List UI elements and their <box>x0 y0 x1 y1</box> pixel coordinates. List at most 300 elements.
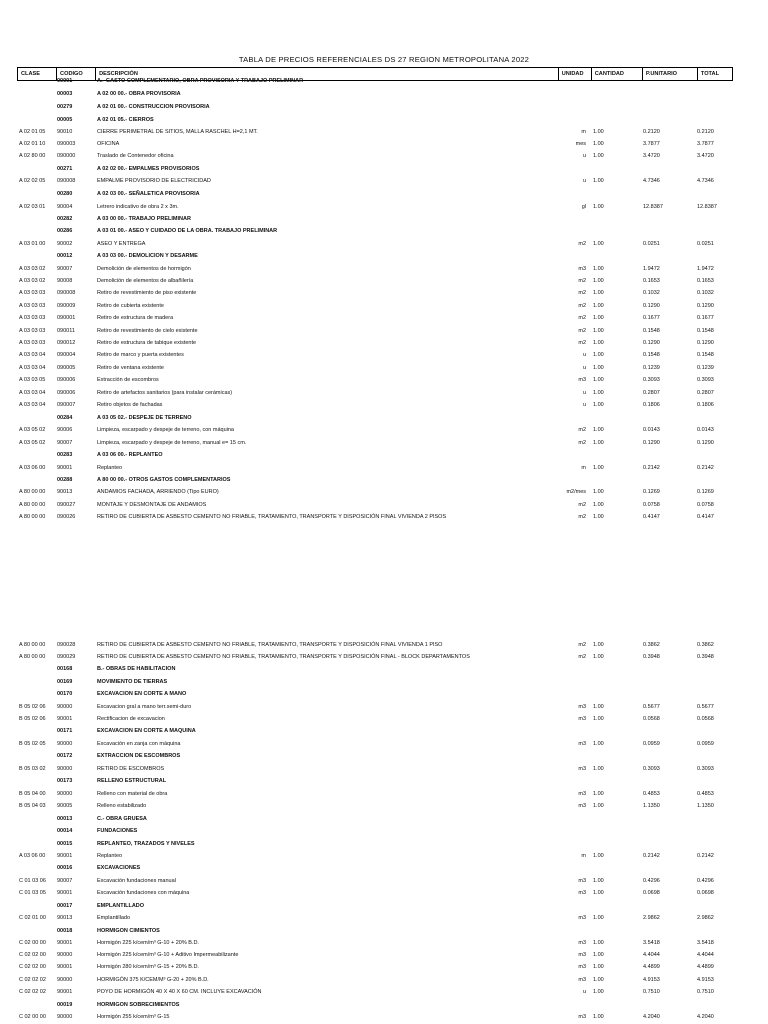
cell-descripcion: Hormigón 225 k/cem/m³ G-10 + Aditivo Impermeabilizante <box>97 952 239 958</box>
cell-codigo: 00283 <box>57 452 73 458</box>
cell-codigo: 90001 <box>57 890 73 896</box>
cell-cantidad: 1.00 <box>593 340 604 346</box>
cell-descripcion: Retiro de ventana existente <box>97 365 164 371</box>
cell-codigo: 00170 <box>57 691 73 697</box>
cell-punitario: 0.2120 <box>643 129 660 135</box>
table-row <box>0 349 768 361</box>
cell-clase: A 03 03 04 <box>19 365 46 371</box>
cell-punitario: 3.5418 <box>643 940 660 946</box>
cell-clase: A 03 03 03 <box>19 340 46 346</box>
cell-descripcion: Relleno con material de obra <box>97 791 168 797</box>
cell-cantidad: 1.00 <box>593 704 604 710</box>
cell-descripcion: EXCAVACIONES <box>97 865 141 871</box>
cell-descripcion: Excavación en zanja con máquina <box>97 741 181 747</box>
cell-total: 0.1653 <box>697 278 714 284</box>
cell-descripcion: A 02 03 00.- SEÑALETICA PROVISORIA <box>97 191 200 197</box>
cell-punitario: 4.4044 <box>643 952 660 958</box>
cell-total: 0.2142 <box>697 853 714 859</box>
cell-descripcion: Extracción de escombros <box>97 377 159 383</box>
cell-punitario: 0.1290 <box>643 440 660 446</box>
cell-total: 0.0251 <box>697 241 714 247</box>
cell-codigo: 00280 <box>57 191 73 197</box>
section-header-row <box>0 676 768 688</box>
cell-descripcion: Retiro de revestimiento de cielo existente <box>97 328 198 334</box>
cell-descripcion: HORMIGON CIMIENTOS <box>97 928 160 934</box>
cell-descripcion: Retiro objetos de fachadas <box>97 402 163 408</box>
cell-unidad: m <box>581 853 586 859</box>
cell-descripcion: HORMIGON SOBRECIMIENTOS <box>97 1002 180 1008</box>
section-header-row <box>0 449 768 461</box>
table-row <box>0 499 768 511</box>
cell-unidad: m3 <box>578 377 586 383</box>
cell-codigo: 90001 <box>57 465 73 471</box>
section-header-row <box>0 75 768 87</box>
cell-clase: A 03 03 02 <box>19 278 46 284</box>
cell-total: 0.3093 <box>697 766 714 772</box>
cell-codigo: 090011 <box>57 328 75 334</box>
section-header-row <box>0 474 768 486</box>
cell-punitario: 0.1032 <box>643 290 660 296</box>
col-punitario-header: P.UNITARIO <box>642 68 697 81</box>
cell-codigo: 00019 <box>57 1002 73 1008</box>
table-row <box>0 738 768 750</box>
cell-cantidad: 1.00 <box>593 390 604 396</box>
cell-descripcion: EMPLANTILLADO <box>97 903 145 909</box>
cell-descripcion: ASEO Y ENTREGA <box>97 241 146 247</box>
cell-punitario: 0.0959 <box>643 741 660 747</box>
cell-total: 4.7346 <box>697 178 714 184</box>
cell-punitario: 0.4296 <box>643 878 660 884</box>
cell-codigo: 00012 <box>57 253 73 259</box>
cell-unidad: m3 <box>578 266 586 272</box>
cell-cantidad: 1.00 <box>593 204 604 210</box>
cell-total: 0.1239 <box>697 365 714 371</box>
cell-cantidad: 1.00 <box>593 290 604 296</box>
cell-cantidad: 1.00 <box>593 716 604 722</box>
cell-descripcion: Excavación fundaciones manual <box>97 878 176 884</box>
section-header-row <box>0 412 768 424</box>
table-row <box>0 175 768 187</box>
cell-clase: C 02 02 02 <box>19 977 46 983</box>
cell-descripcion: EMPALME PROVISORIO DE ELECTRICIDAD <box>97 178 211 184</box>
cell-descripcion: FUNDACIONES <box>97 828 138 834</box>
cell-clase: C 02 00 00 <box>19 1014 46 1020</box>
cell-codigo: 090029 <box>57 654 76 660</box>
cell-codigo: 090012 <box>57 340 76 346</box>
cell-total: 4.2040 <box>697 1014 714 1020</box>
cell-total: 0.1032 <box>697 290 714 296</box>
cell-cantidad: 1.00 <box>593 654 604 660</box>
cell-cantidad: 1.00 <box>593 977 604 983</box>
table-row <box>0 462 768 474</box>
cell-clase: C 02 02 00 <box>19 952 46 958</box>
cell-codigo: 00016 <box>57 865 73 871</box>
cell-unidad: m3 <box>578 716 586 722</box>
cell-clase: A 80 00 00 <box>19 514 46 520</box>
cell-codigo: 90000 <box>57 791 73 797</box>
cell-descripcion: A 03 01 00.- ASEO Y CUIDADO DE LA OBRA. TRABAJO PRELIMINAR <box>97 228 278 234</box>
cell-codigo: 090003 <box>57 141 76 147</box>
cell-total: 0.0758 <box>697 502 714 508</box>
table-row <box>0 937 768 949</box>
table-row <box>0 374 768 386</box>
cell-total: 0.1548 <box>697 328 714 334</box>
cell-unidad: m2 <box>578 654 586 660</box>
cell-cantidad: 1.00 <box>593 791 604 797</box>
cell-total: 0.1290 <box>697 440 714 446</box>
cell-unidad: u <box>582 352 586 358</box>
cell-codigo: 090028 <box>57 642 76 648</box>
cell-cantidad: 1.00 <box>593 502 604 508</box>
col-cantidad-header: CANTIDAD <box>591 68 642 81</box>
cell-descripcion: A 03 05 02.- DESPEJE DE TERRENO <box>97 415 192 421</box>
col-descripcion-header: DESCRIPCIÓN <box>96 68 559 81</box>
table-row <box>0 300 768 312</box>
cell-unidad: m2 <box>578 315 586 321</box>
cell-total: 0.1290 <box>697 303 714 309</box>
cell-descripcion: Retiro de estructura de tabique existente <box>97 340 197 346</box>
cell-codigo: 90001 <box>57 964 73 970</box>
cell-descripcion: A.- GASTO COMPLEMENTARIO, OBRA PROVISORIA Y TRABAJO PRELIMINAR <box>97 78 304 84</box>
cell-codigo: 090007 <box>57 402 76 408</box>
cell-descripcion: Letrero indicativo de obra 2 x 3m. <box>97 204 179 210</box>
cell-descripcion: ANDAMIOS FACHADA, ARRIENDO (Tipo EURO) <box>97 489 219 495</box>
cell-descripcion: Excavacion gral a mano terr.semi-duro <box>97 704 192 710</box>
col-total-header: TOTAL <box>697 68 732 81</box>
cell-total: 0.1290 <box>697 340 714 346</box>
cell-punitario: 4.4899 <box>643 964 660 970</box>
cell-punitario: 0.4853 <box>643 791 660 797</box>
table-row <box>0 788 768 800</box>
cell-total: 0.1548 <box>697 352 714 358</box>
cell-codigo: 00015 <box>57 841 73 847</box>
cell-unidad: m3 <box>578 952 586 958</box>
cell-clase: B 05 02 05 <box>19 741 46 747</box>
cell-total: 4.4899 <box>697 964 714 970</box>
cell-cantidad: 1.00 <box>593 129 604 135</box>
table-row <box>0 949 768 961</box>
cell-punitario: 0.3948 <box>643 654 660 660</box>
table-row <box>0 399 768 411</box>
cell-unidad: m2 <box>578 440 586 446</box>
cell-descripcion: A 03 03 00.- DEMOLICION Y DESARME <box>97 253 198 259</box>
cell-clase: A 80 00 00 <box>19 502 46 508</box>
cell-codigo: 90013 <box>57 489 73 495</box>
cell-clase: A 03 03 04 <box>19 390 46 396</box>
table-row <box>0 511 768 523</box>
cell-clase: C 01 03 06 <box>19 878 46 884</box>
table-row <box>0 887 768 899</box>
cell-total: 0.1677 <box>697 315 714 321</box>
cell-cantidad: 1.00 <box>593 303 604 309</box>
cell-punitario: 0.3862 <box>643 642 660 648</box>
cell-clase: A 03 03 02 <box>19 266 46 272</box>
cell-descripcion: A 02 01 05.- CIERROS <box>97 117 154 123</box>
cell-cantidad: 1.00 <box>593 642 604 648</box>
cell-unidad: m3 <box>578 1014 586 1020</box>
cell-cantidad: 1.00 <box>593 141 604 147</box>
cell-unidad: u <box>582 178 586 184</box>
section-header-row <box>0 825 768 837</box>
cell-descripcion: RETIRO DE CUBIERTA DE ASBESTO CEMENTO NO FRIABLE, TRATAMIENTO, TRANSPORTE Y DISPOSICIÓN FINAL VIVIENDA 1 PISO <box>97 642 443 648</box>
table-row <box>0 201 768 213</box>
table-row <box>0 713 768 725</box>
cell-descripcion: Relleno estabilizado <box>97 803 147 809</box>
cell-punitario: 0.1653 <box>643 278 660 284</box>
cell-unidad: mes <box>575 141 586 147</box>
cell-descripcion: HORMIGÓN 375 K/CEM/M³ G-20 + 20% B.D. <box>97 977 209 983</box>
col-clase-header: CLASE <box>18 68 57 81</box>
table-row <box>0 312 768 324</box>
cell-descripcion: Demolición de elementos de hormigón <box>97 266 191 272</box>
section-header-row <box>0 750 768 762</box>
cell-codigo: 00001 <box>57 78 73 84</box>
cell-codigo: 00288 <box>57 477 73 483</box>
cell-cantidad: 1.00 <box>593 964 604 970</box>
cell-clase: A 02 01 05 <box>19 129 46 135</box>
cell-descripcion: RETIRO DE CUBIERTA DE ASBESTO CEMENTO NO FRIABLE, TRATAMIENTO, TRANSPORTE Y DISPOSICIÓN FINAL - BLOCK DEPARTAMENTOS <box>97 654 470 660</box>
cell-codigo: 90010 <box>57 129 73 135</box>
section-header-row <box>0 813 768 825</box>
cell-cantidad: 1.00 <box>593 766 604 772</box>
cell-cantidad: 1.00 <box>593 878 604 884</box>
cell-codigo: 90005 <box>57 803 73 809</box>
cell-descripcion: POYO DE HORMIGÓN 40 X 40 X 60 CM. INCLUYE EXCAVACIÓN <box>97 989 262 995</box>
cell-punitario: 0.0758 <box>643 502 660 508</box>
section-header-row <box>0 925 768 937</box>
cell-total: 0.3862 <box>697 642 714 648</box>
cell-cantidad: 1.00 <box>593 365 604 371</box>
cell-cantidad: 1.00 <box>593 440 604 446</box>
cell-codigo: 00286 <box>57 228 73 234</box>
cell-codigo: 00014 <box>57 828 73 834</box>
cell-unidad: m2 <box>578 502 586 508</box>
table-row <box>0 138 768 150</box>
cell-descripcion: EXCAVACION EN CORTE A MANO <box>97 691 187 697</box>
cell-codigo: 090000 <box>57 153 76 159</box>
cell-cantidad: 1.00 <box>593 915 604 921</box>
cell-total: 0.7510 <box>697 989 714 995</box>
cell-codigo: 090008 <box>57 178 76 184</box>
cell-codigo: 90006 <box>57 427 73 433</box>
cell-descripcion: A 02 01 00.- CONSTRUCCION PROVISORIA <box>97 104 210 110</box>
cell-clase: A 02 03 01 <box>19 204 46 210</box>
cell-punitario: 0.5677 <box>643 704 660 710</box>
cell-codigo: 90007 <box>57 266 73 272</box>
table-row <box>0 275 768 287</box>
cell-cantidad: 1.00 <box>593 427 604 433</box>
cell-punitario: 0.1806 <box>643 402 660 408</box>
cell-unidad: m2 <box>578 340 586 346</box>
cell-descripcion: CIERRE PERIMETRAL DE SITIOS, MALLA RASCHEL H=2,1 MT. <box>97 129 258 135</box>
section-header-row <box>0 188 768 200</box>
cell-total: 0.3948 <box>697 654 714 660</box>
cell-descripcion: Retiro de estructura de madera <box>97 315 174 321</box>
cell-codigo: 090005 <box>57 365 76 371</box>
cell-codigo: 090027 <box>57 502 76 508</box>
cell-total: 0.4296 <box>697 878 714 884</box>
cell-punitario: 12.8387 <box>643 204 663 210</box>
cell-codigo: 090008 <box>57 290 76 296</box>
cell-punitario: 4.9153 <box>643 977 660 983</box>
cell-unidad: m2/mes <box>566 489 586 495</box>
cell-clase: A 03 03 04 <box>19 352 46 358</box>
cell-punitario: 0.4147 <box>643 514 660 520</box>
cell-descripcion: Retiro de artefactos sanitarios (para instalar cerámicas) <box>97 390 233 396</box>
cell-punitario: 0.3093 <box>643 377 660 383</box>
col-unidad-header: UNIDAD <box>558 68 591 81</box>
section-header-row <box>0 999 768 1011</box>
cell-descripcion: A 02 02 00.- EMPALMES PROVISORIOS <box>97 166 200 172</box>
cell-unidad: m2 <box>578 642 586 648</box>
cell-unidad: m3 <box>578 890 586 896</box>
cell-descripcion: OFICINA <box>97 141 120 147</box>
document-title: TABLA DE PRECIOS REFERENCIALES DS 27 REGION METROPOLITANA 2022 <box>238 55 530 64</box>
cell-total: 1.1350 <box>697 803 714 809</box>
cell-codigo: 00271 <box>57 166 73 172</box>
cell-clase: C 02 02 02 <box>19 989 46 995</box>
cell-total: 0.0143 <box>697 427 714 433</box>
cell-descripcion: Retiro de revestimiento de piso existente <box>97 290 197 296</box>
cell-clase: A 03 01 00 <box>19 241 46 247</box>
section-header-row <box>0 663 768 675</box>
table-row <box>0 126 768 138</box>
cell-codigo: 090006 <box>57 377 76 383</box>
cell-clase: A 03 03 05 <box>19 377 46 383</box>
cell-punitario: 0.7510 <box>643 989 660 995</box>
cell-total: 0.5677 <box>697 704 714 710</box>
cell-clase: A 80 00 00 <box>19 654 46 660</box>
cell-total: 0.2807 <box>697 390 714 396</box>
cell-descripcion: Traslado de Contenedor oficina <box>97 153 174 159</box>
cell-descripcion: A 03 00 00.- TRABAJO PRELIMINAR <box>97 216 191 222</box>
table-row <box>0 651 768 663</box>
cell-clase: A 03 03 04 <box>19 402 46 408</box>
cell-cantidad: 1.00 <box>593 952 604 958</box>
cell-codigo: 00018 <box>57 928 73 934</box>
cell-unidad: m2 <box>578 290 586 296</box>
section-header-row <box>0 838 768 850</box>
cell-descripcion: Replanteo <box>97 465 123 471</box>
cell-codigo: 00282 <box>57 216 73 222</box>
cell-total: 0.4853 <box>697 791 714 797</box>
cell-total: 0.0698 <box>697 890 714 896</box>
cell-cantidad: 1.00 <box>593 402 604 408</box>
cell-clase: A 03 06 00 <box>19 465 46 471</box>
table-row <box>0 437 768 449</box>
cell-descripcion: MONTAJE Y DESMONTAJE DE ANDAMIOS <box>97 502 207 508</box>
cell-codigo: 90008 <box>57 278 73 284</box>
cell-clase: A 03 03 03 <box>19 303 46 309</box>
cell-descripcion: RETIRO DE ESCOMBROS <box>97 766 165 772</box>
cell-codigo: 090001 <box>57 315 76 321</box>
cell-total: 0.1269 <box>697 489 714 495</box>
table-row <box>0 912 768 924</box>
cell-clase: A 03 03 03 <box>19 315 46 321</box>
cell-punitario: 4.7346 <box>643 178 660 184</box>
cell-codigo: 00279 <box>57 104 73 110</box>
table-row <box>0 287 768 299</box>
table-row <box>0 875 768 887</box>
cell-unidad: m3 <box>578 878 586 884</box>
cell-punitario: 1.1350 <box>643 803 660 809</box>
cell-total: 0.0568 <box>697 716 714 722</box>
cell-punitario: 1.9472 <box>643 266 660 272</box>
cell-cantidad: 1.00 <box>593 1014 604 1020</box>
cell-total: 2.9862 <box>697 915 714 921</box>
cell-clase: C 01 03 05 <box>19 890 46 896</box>
cell-descripcion: Retiro de cubierta existente <box>97 303 164 309</box>
cell-descripcion: Hormigón 280 k/cem/m³ G-15 + 20% B.D. <box>97 964 199 970</box>
cell-cantidad: 1.00 <box>593 328 604 334</box>
cell-codigo: 090004 <box>57 352 76 358</box>
cell-descripcion: Rectificacion de excavacion <box>97 716 165 722</box>
cell-descripcion: EXTRACCION DE ESCOMBROS <box>97 753 181 759</box>
cell-unidad: gl <box>581 204 586 210</box>
cell-unidad: m3 <box>578 766 586 772</box>
cell-clase: B 05 04 00 <box>19 791 46 797</box>
cell-punitario: 0.0143 <box>643 427 660 433</box>
table-row <box>0 639 768 651</box>
cell-cantidad: 1.00 <box>593 266 604 272</box>
cell-clase: A 03 06 00 <box>19 853 46 859</box>
section-header-row <box>0 163 768 175</box>
cell-unidad: u <box>582 365 586 371</box>
cell-total: 0.4147 <box>697 514 714 520</box>
cell-punitario: 0.3093 <box>643 766 660 772</box>
cell-descripcion: Hormigón 225 k/cem/m³ G-10 + 20% B.D. <box>97 940 199 946</box>
cell-total: 0.2120 <box>697 129 714 135</box>
cell-descripcion: Replanteo <box>97 853 123 859</box>
cell-cantidad: 1.00 <box>593 514 604 520</box>
cell-total: 0.3093 <box>697 377 714 383</box>
cell-clase: C 02 00 00 <box>19 940 46 946</box>
cell-clase: A 03 03 03 <box>19 290 46 296</box>
table-row <box>0 337 768 349</box>
cell-codigo: 00173 <box>57 778 73 784</box>
cell-total: 1.9472 <box>697 266 714 272</box>
cell-total: 3.4720 <box>697 153 714 159</box>
cell-punitario: 0.1239 <box>643 365 660 371</box>
cell-codigo: 90000 <box>57 977 73 983</box>
cell-descripcion: RETIRO DE CUBIERTA DE ASBESTO CEMENTO NO FRIABLE, TRATAMIENTO, TRANSPORTE Y DISPOSICIÓN FINAL VIVIENDA 2 PISOS <box>97 514 447 520</box>
cell-clase: A 02 01 10 <box>19 141 46 147</box>
table-row <box>0 150 768 162</box>
table-row <box>0 362 768 374</box>
table-row <box>0 986 768 998</box>
cell-punitario: 0.1548 <box>643 328 660 334</box>
cell-punitario: 0.2142 <box>643 853 660 859</box>
section-header-row <box>0 114 768 126</box>
cell-unidad: m3 <box>578 940 586 946</box>
cell-codigo: 00005 <box>57 117 73 123</box>
cell-clase: A 03 03 03 <box>19 328 46 334</box>
cell-codigo: 90001 <box>57 940 73 946</box>
cell-descripcion: A 02 00 00.- OBRA PROVISORIA <box>97 91 181 97</box>
cell-total: 0.0959 <box>697 741 714 747</box>
cell-codigo: 90004 <box>57 204 73 210</box>
cell-clase: C 02 02 00 <box>19 964 46 970</box>
cell-cantidad: 1.00 <box>593 278 604 284</box>
section-header-row <box>0 225 768 237</box>
cell-unidad: u <box>582 989 586 995</box>
cell-codigo: 90000 <box>57 704 73 710</box>
cell-unidad: m2 <box>578 278 586 284</box>
cell-codigo: 00169 <box>57 679 73 685</box>
cell-clase: B 05 02 06 <box>19 704 46 710</box>
cell-codigo: 90013 <box>57 915 73 921</box>
cell-codigo: 90007 <box>57 878 73 884</box>
